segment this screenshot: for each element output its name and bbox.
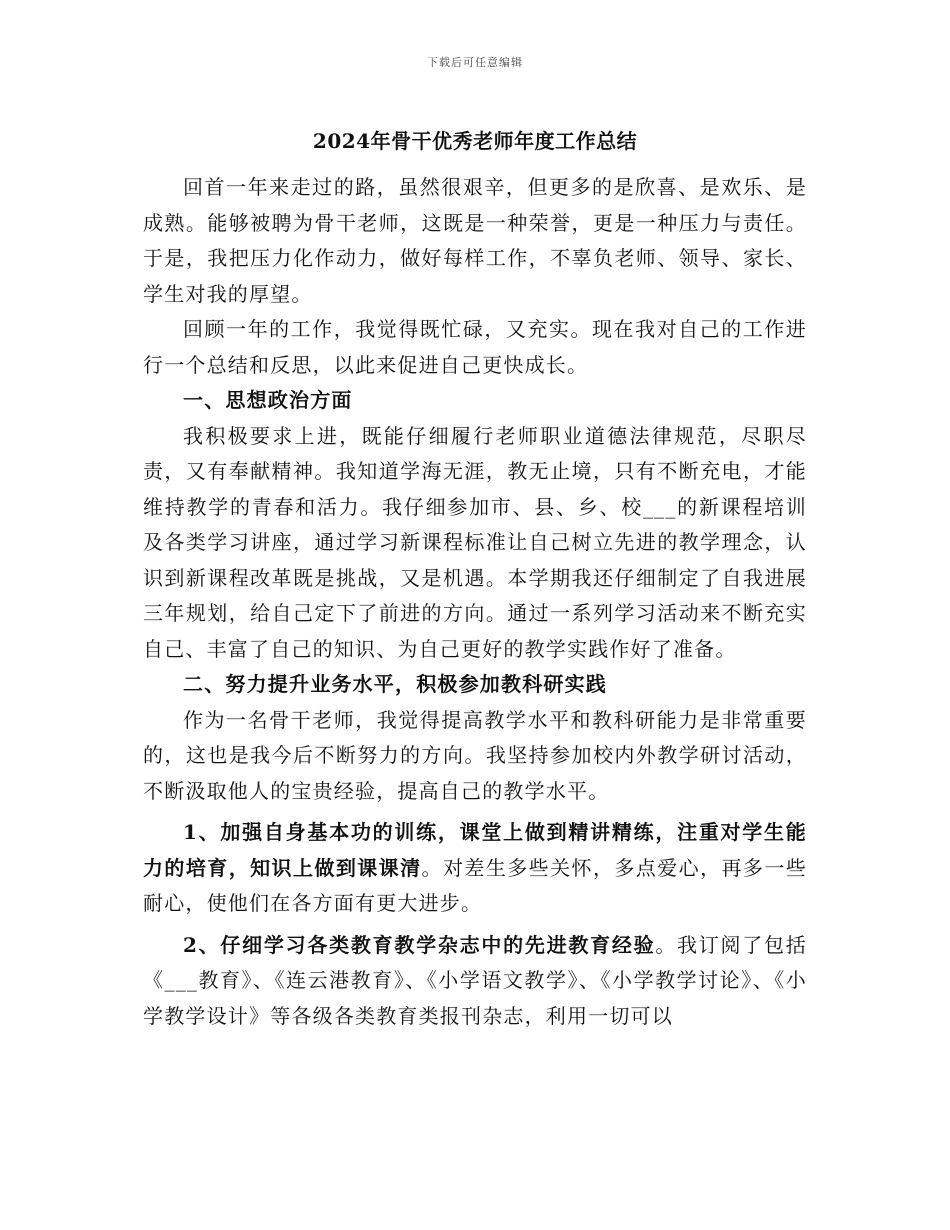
item-1-lead: 1、加强自身基本功的训练，课堂上做到精讲精练，注重对学生能力的培育，知识上做到课课清 bbox=[143, 820, 807, 880]
paragraph-intro: 回首一年来走过的路，虽然很艰辛，但更多的是欣喜、是欢乐、是成熟。能够被聘为骨干老师，这既是一种荣誉，更是一种压力与责任。于是，我把压力化作动力，做好每样工作，不辜负老师、领导、家长、学生对我的厚望。 bbox=[143, 175, 807, 306]
item-1-text: 。对差生多些关怀，多点爱心，再多一些耐心，使他们在各方面有更大进步。 bbox=[143, 855, 807, 915]
document-body bbox=[143, 170, 807, 1034]
page-header: 下载后可任意编辑 bbox=[427, 56, 523, 69]
section-heading-professional: 二、努力提升业务水平，积极参加教科研实践 bbox=[183, 672, 607, 696]
paragraph-item-1 bbox=[143, 815, 807, 922]
document-title: 2024年骨干优秀老师年度工作总结 bbox=[312, 129, 638, 153]
paragraph-item-2 bbox=[143, 928, 807, 1035]
paragraph-politics: 我积极要求上进，既能仔细履行老师职业道德法律规范，尽职尽责，又有奉献精神。我知道学海无涯，教无止境，只有不断充电，才能维持教学的青春和活力。我仔细参加市、县、乡、校___的新课程培训及各类学习讲座，通过学习新课程标准让自己树立先进的教学理念，认识到新课程改革既是挑战，又是机遇。本学期我还仔细制定了自我进展三年规划，给自己定下了前进的方向。通过一系列学习活动来不断充实自己、丰富了自己的知识、为自己更好的教学实践作好了准备。 bbox=[143, 423, 807, 661]
section-heading-politics: 一、思想政治方面 bbox=[183, 388, 353, 412]
item-2-lead: 2、仔细学习各类教育教学杂志中的先进教育经验 bbox=[183, 932, 656, 957]
paragraph-professional: 作为一名骨干老师，我觉得提高教学水平和教科研能力是非常重要的，这也是我今后不断努力的方向。我坚持参加校内外教学研讨活动，不断汲取他人的宝贵经验，提高自己的教学水平。 bbox=[143, 707, 807, 803]
paragraph-review: 回顾一年的工作，我觉得既忙碌，又充实。现在我对自己的工作进行一个总结和反思，以此来促进自己更快成长。 bbox=[143, 317, 807, 377]
item-2-text: 。我订阅了包括《___教育》、《连云港教育》、《小学语文教学》、《小学教学讨论》、《小学教学设计》等各级各类教育类报刊杂志，利用一切可以 bbox=[143, 932, 807, 1028]
